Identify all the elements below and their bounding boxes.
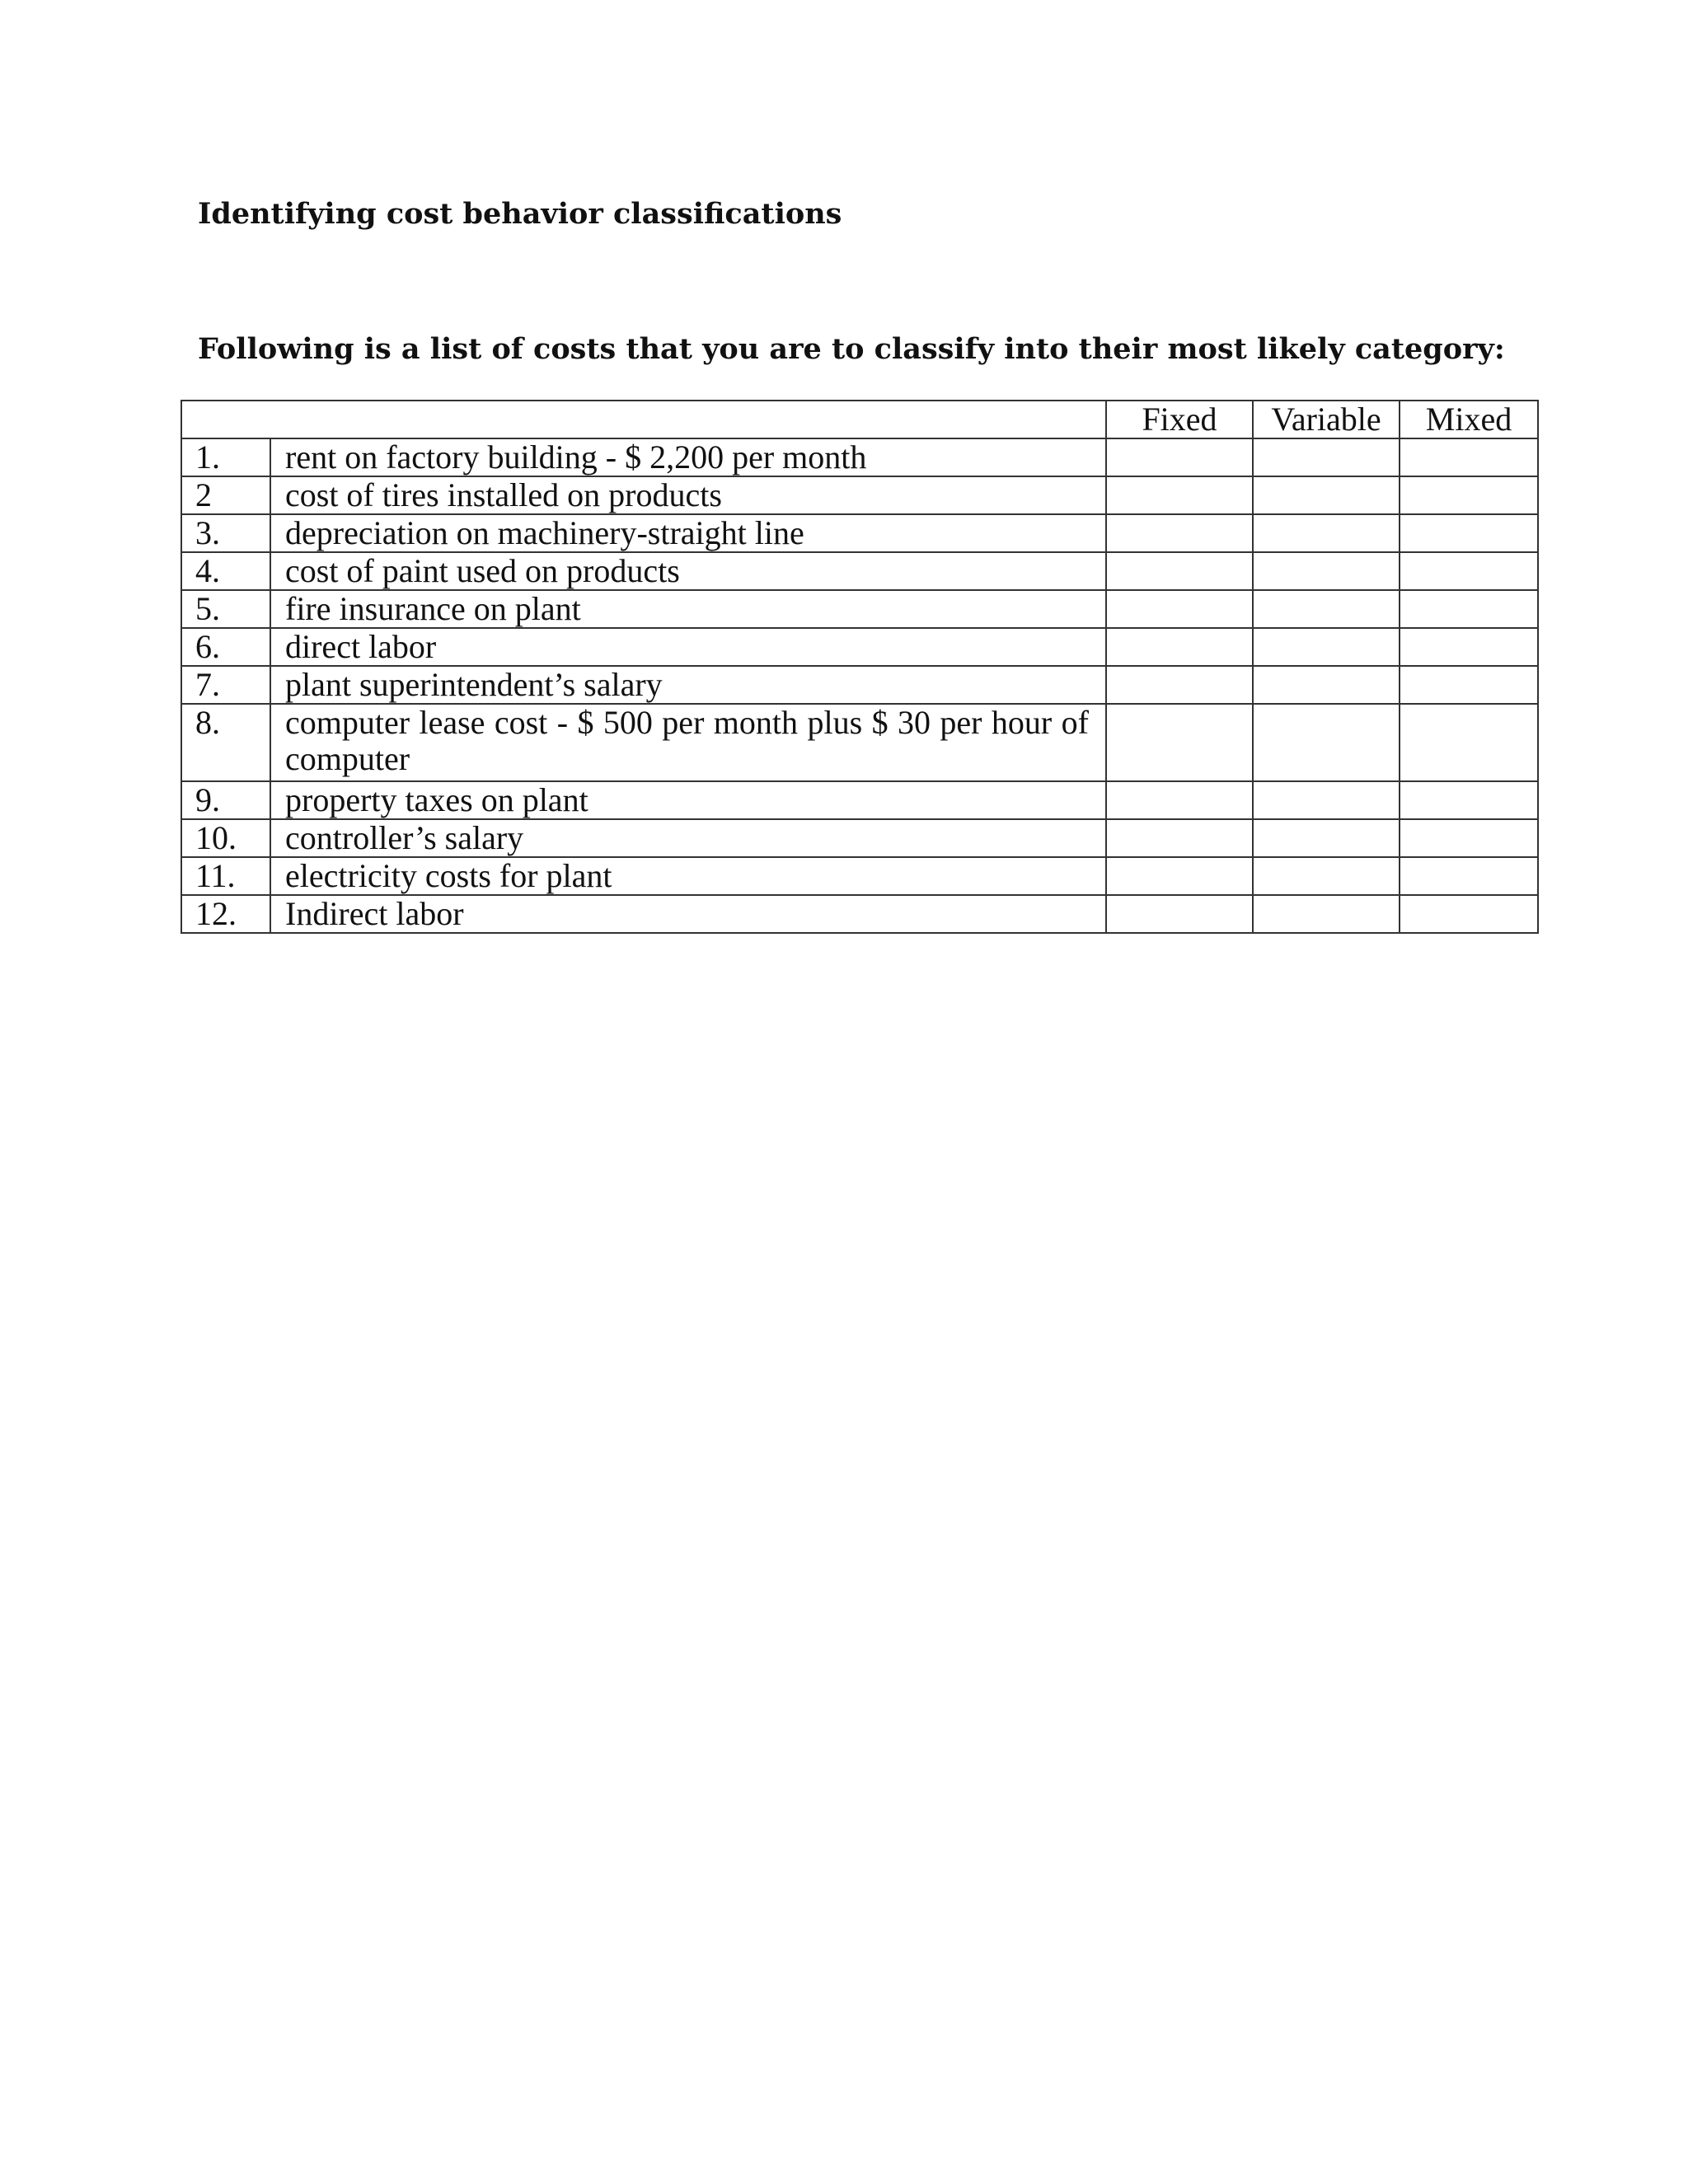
classification-cell-mixed[interactable] bbox=[1400, 590, 1538, 628]
table-row bbox=[181, 552, 1538, 590]
row-description: depreciation on machinery-straight line bbox=[270, 514, 1106, 552]
classification-cell-mixed[interactable] bbox=[1400, 704, 1538, 781]
row-description: computer lease cost - $ 500 per month plus $ 30 per hour of computer bbox=[270, 704, 1106, 781]
row-number: 10. bbox=[181, 819, 270, 857]
classification-cell-fixed[interactable] bbox=[1106, 476, 1253, 514]
classification-cell-mixed[interactable] bbox=[1400, 819, 1538, 857]
table-row bbox=[181, 895, 1538, 933]
classification-cell-mixed[interactable] bbox=[1400, 628, 1538, 666]
header-mixed: Mixed bbox=[1400, 401, 1538, 438]
row-number: 7. bbox=[181, 666, 270, 704]
classification-cell-variable[interactable] bbox=[1253, 552, 1400, 590]
table-row bbox=[181, 704, 1538, 781]
row-number: 11. bbox=[181, 857, 270, 895]
table-row bbox=[181, 514, 1538, 552]
row-description: controller’s salary bbox=[270, 819, 1106, 857]
classification-cell-variable[interactable] bbox=[1253, 819, 1400, 857]
row-number: 1. bbox=[181, 438, 270, 476]
classification-cell-fixed[interactable] bbox=[1106, 514, 1253, 552]
classification-cell-variable[interactable] bbox=[1253, 781, 1400, 819]
classification-cell-variable[interactable] bbox=[1253, 476, 1400, 514]
row-description: direct labor bbox=[270, 628, 1106, 666]
header-variable: Variable bbox=[1253, 401, 1400, 438]
row-description: cost of paint used on products bbox=[270, 552, 1106, 590]
row-description: rent on factory building - $ 2,200 per month bbox=[270, 438, 1106, 476]
table-row bbox=[181, 857, 1538, 895]
row-description: cost of tires installed on products bbox=[270, 476, 1106, 514]
row-number: 2 bbox=[181, 476, 270, 514]
row-number: 4. bbox=[181, 552, 270, 590]
classification-cell-mixed[interactable] bbox=[1400, 476, 1538, 514]
classification-cell-variable[interactable] bbox=[1253, 704, 1400, 781]
table-row bbox=[181, 590, 1538, 628]
classification-cell-fixed[interactable] bbox=[1106, 552, 1253, 590]
row-description: Indirect labor bbox=[270, 895, 1106, 933]
row-description: plant superintendent’s salary bbox=[270, 666, 1106, 704]
document-title: Identifying cost behavior classifications bbox=[198, 197, 842, 231]
table-row bbox=[181, 666, 1538, 704]
classification-cell-mixed[interactable] bbox=[1400, 666, 1538, 704]
table-row bbox=[181, 628, 1538, 666]
classification-cell-variable[interactable] bbox=[1253, 514, 1400, 552]
row-number: 3. bbox=[181, 514, 270, 552]
classification-cell-mixed[interactable] bbox=[1400, 857, 1538, 895]
row-number: 9. bbox=[181, 781, 270, 819]
classification-cell-fixed[interactable] bbox=[1106, 590, 1253, 628]
instructions: Following is a list of costs that you are to classify into their most likely category: bbox=[198, 332, 1505, 366]
classification-cell-fixed[interactable] bbox=[1106, 438, 1253, 476]
row-number: 12. bbox=[181, 895, 270, 933]
row-number: 6. bbox=[181, 628, 270, 666]
cost-classification-table bbox=[181, 400, 1539, 934]
classification-cell-mixed[interactable] bbox=[1400, 781, 1538, 819]
classification-cell-fixed[interactable] bbox=[1106, 895, 1253, 933]
header-blank-cell bbox=[181, 401, 1106, 438]
row-description: fire insurance on plant bbox=[270, 590, 1106, 628]
classification-cell-variable[interactable] bbox=[1253, 666, 1400, 704]
classification-cell-mixed[interactable] bbox=[1400, 895, 1538, 933]
classification-cell-mixed[interactable] bbox=[1400, 438, 1538, 476]
table-row bbox=[181, 781, 1538, 819]
classification-cell-variable[interactable] bbox=[1253, 857, 1400, 895]
header-row bbox=[181, 401, 1538, 438]
row-number: 5. bbox=[181, 590, 270, 628]
classification-cell-variable[interactable] bbox=[1253, 590, 1400, 628]
header-fixed: Fixed bbox=[1106, 401, 1253, 438]
table-row bbox=[181, 476, 1538, 514]
classification-cell-fixed[interactable] bbox=[1106, 819, 1253, 857]
classification-cell-fixed[interactable] bbox=[1106, 857, 1253, 895]
row-description: electricity costs for plant bbox=[270, 857, 1106, 895]
classification-cell-mixed[interactable] bbox=[1400, 552, 1538, 590]
classification-cell-variable[interactable] bbox=[1253, 895, 1400, 933]
classification-cell-fixed[interactable] bbox=[1106, 781, 1253, 819]
classification-cell-fixed[interactable] bbox=[1106, 666, 1253, 704]
classification-cell-fixed[interactable] bbox=[1106, 704, 1253, 781]
row-description: property taxes on plant bbox=[270, 781, 1106, 819]
table-row bbox=[181, 819, 1538, 857]
classification-cell-variable[interactable] bbox=[1253, 438, 1400, 476]
row-number: 8. bbox=[181, 704, 270, 781]
classification-cell-variable[interactable] bbox=[1253, 628, 1400, 666]
table-row bbox=[181, 438, 1538, 476]
classification-cell-fixed[interactable] bbox=[1106, 628, 1253, 666]
classification-cell-mixed[interactable] bbox=[1400, 514, 1538, 552]
